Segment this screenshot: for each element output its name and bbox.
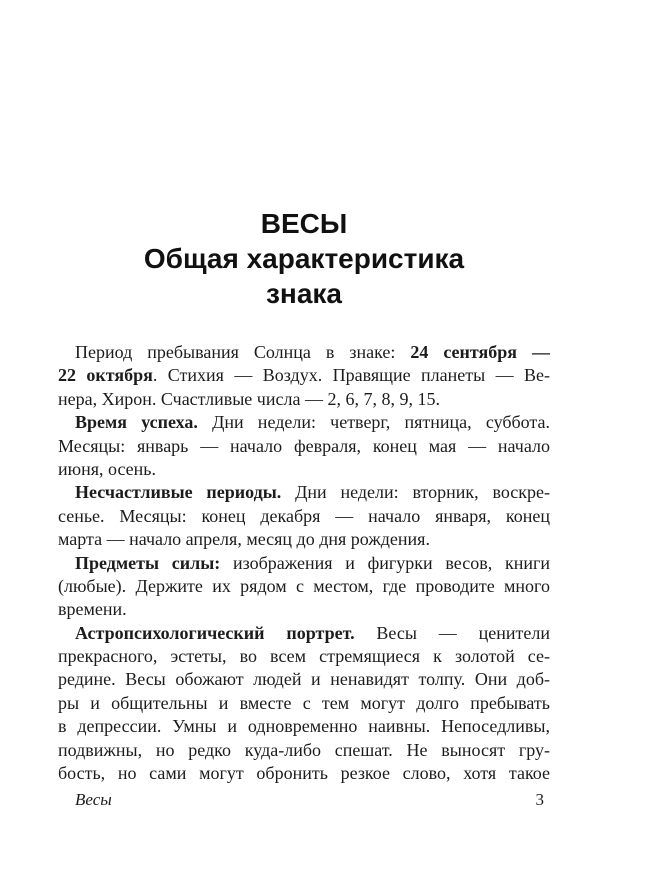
text-segment: сенье. Месяцы: конец декабря — начало января, конец [58,505,550,526]
text-line [58,528,550,551]
text-segment: в депрессии. Умны и одновременно наивны. Непоседливы, [58,716,550,737]
text-line [58,575,550,598]
bold-text-segment: Несчастливые периоды. [75,482,282,503]
text-segment: . Стихия — Воздух. Правящие планеты — Ве- [152,365,550,386]
text-line [58,645,550,668]
text-segment: бость, но сами могут обронить резкое слово, хотя такое [58,763,550,784]
text-segment: Дни недели: четверг, пятница, суббота. [197,412,550,433]
page-footer [58,789,550,811]
text-segment: (любые). Держите их рядом с местом, где проводите много [58,575,550,596]
bold-text-segment: 24 сентября — [410,342,550,362]
bold-text-segment: Время успеха. [75,412,198,433]
text-line [58,668,550,691]
text-segment: Период пребывания Солнца в знаке: [75,342,411,362]
text-segment: ры и общительны и вместе с тем могут долго пребывать [58,692,550,713]
bold-text-segment: 22 октября [58,365,153,386]
bold-text-segment: Предметы силы: [75,552,221,573]
page-number: 3 [535,790,544,809]
text-line [58,411,550,434]
text-segment: подвижны, но редко куда-либо спешат. Не выносят гру- [58,739,550,760]
text-line [58,505,550,528]
body-text [58,341,550,785]
text-segment: изображения и фигурки весов, книги [220,552,550,573]
text-line [58,692,550,715]
text-line [58,364,550,387]
text-line [58,341,550,364]
text-line [58,739,550,762]
text-segment: прекрасного, эстеты, во всем стремящиеся к золотой се- [58,646,550,667]
text-segment: редине. Весы обожают людей и ненавидят толпу. Они доб- [58,669,550,690]
chapter-title [58,206,550,311]
text-line [58,435,550,458]
running-title: Весы [75,790,112,809]
text-line [58,598,550,621]
text-segment: нера, Хирон. Счастливые числа — 2, 6, 7, 8, 9, 15. [58,388,440,409]
text-line [58,762,550,785]
text-segment: Весы — ценители [354,622,550,643]
chapter-title-line: ВЕСЫ [260,208,348,239]
bold-text-segment: Астропсихологический портрет. [75,622,355,643]
text-segment: Месяцы: январь — начало февраля, конец мая — начало [58,435,550,456]
text-segment: времени. [58,599,127,620]
text-line [58,481,550,504]
text-line [58,458,550,481]
text-segment: Дни недели: вторник, воскре- [281,482,550,503]
chapter-title-line: Общая характеристика [143,243,465,274]
text-line [58,622,550,645]
chapter-title-line: знака [266,278,342,309]
text-line [58,388,550,411]
text-line [58,552,550,575]
text-segment: июня, осень. [58,458,156,479]
text-segment: марта — начало апреля, месяц до дня рождения. [58,529,430,550]
text-line [58,715,550,738]
